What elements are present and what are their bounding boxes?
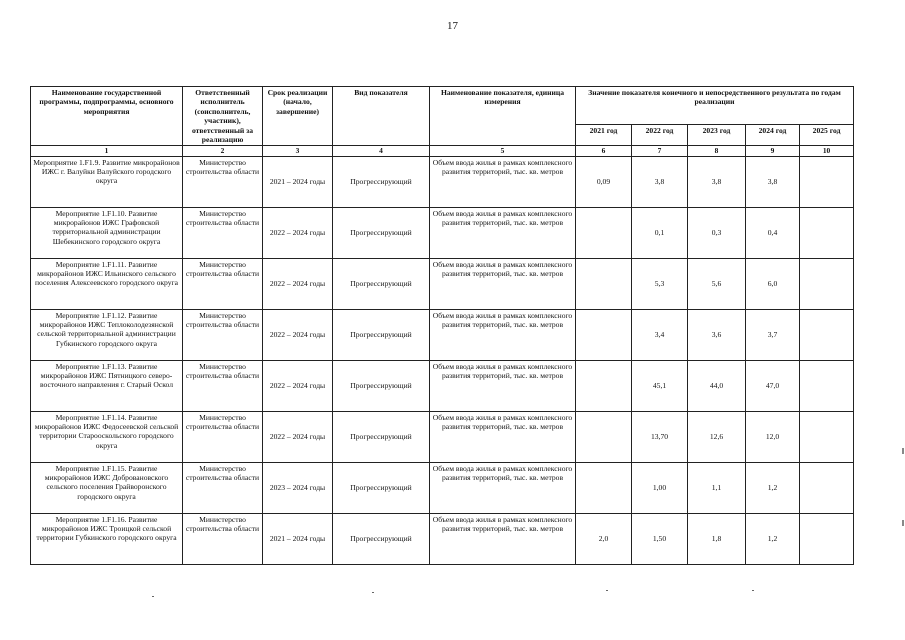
table-row <box>31 309 854 360</box>
table-row <box>31 207 854 258</box>
value-2021 <box>576 207 632 258</box>
indicator-name-cell: Объем ввода жилья в рамках комплексного развития территорий, тыс. кв. метров <box>430 360 576 411</box>
value-2023: 44,0 <box>688 360 746 411</box>
indicator-name-cell: Объем ввода жилья в рамках комплексного развития территорий, тыс. кв. метров <box>430 513 576 564</box>
table-header-row <box>31 87 854 125</box>
value-2023: 5,6 <box>688 258 746 309</box>
value-2024: 3,7 <box>746 309 800 360</box>
header-period: Срок реализации (начало, завершение) <box>263 87 333 146</box>
value-2025 <box>800 309 854 360</box>
value-2023: 1,1 <box>688 462 746 513</box>
header-year: 2023 год <box>688 124 746 146</box>
column-number: 5 <box>430 146 576 156</box>
value-2022: 1,00 <box>632 462 688 513</box>
table-row <box>31 156 854 207</box>
value-2024: 0,4 <box>746 207 800 258</box>
value-2025 <box>800 258 854 309</box>
value-2025 <box>800 513 854 564</box>
responsible-cell: Министерство строительства области <box>183 309 263 360</box>
value-2023: 1,8 <box>688 513 746 564</box>
column-numbers-row <box>31 146 854 156</box>
responsible-cell: Министерство строительства области <box>183 156 263 207</box>
value-2022: 3,4 <box>632 309 688 360</box>
responsible-cell: Министерство строительства области <box>183 207 263 258</box>
indicator-type-cell: Прогрессирующий <box>333 462 430 513</box>
table-row <box>31 513 854 564</box>
header-program: Наименование государственной программы, подпрограммы, основного мероприятия <box>31 87 183 146</box>
period-cell: 2022 – 2024 годы <box>263 258 333 309</box>
indicator-name-cell: Объем ввода жилья в рамках комплексного развития территорий, тыс. кв. метров <box>430 207 576 258</box>
program-cell: Мероприятие 1.F1.12. Развитие микрорайонов ИЖС Теплоколодезянской сельской территориальной администрации Губкинского городского округа <box>31 309 183 360</box>
scan-speck <box>372 592 374 593</box>
program-cell: Мероприятие 1.F1.15. Развитие микрорайонов ИЖС Добровановского сельского поселения Грайворонского городского округа <box>31 462 183 513</box>
header-year: 2025 год <box>800 124 854 146</box>
indicator-name-cell: Объем ввода жилья в рамках комплексного развития территорий, тыс. кв. метров <box>430 411 576 462</box>
indicator-type-cell: Прогрессирующий <box>333 207 430 258</box>
period-cell: 2022 – 2024 годы <box>263 207 333 258</box>
table-row <box>31 258 854 309</box>
value-2021: 0,09 <box>576 156 632 207</box>
scan-edge-mark <box>902 448 904 454</box>
program-cell: Мероприятие 1.F1.14. Развитие микрорайонов ИЖС Федосеевской сельской территории Старооскольского городского округа <box>31 411 183 462</box>
program-cell: Мероприятие 1.F1.9. Развитие микрорайонов ИЖС г. Валуйки Валуйского городского округа <box>31 156 183 207</box>
value-2021 <box>576 258 632 309</box>
value-2025 <box>800 360 854 411</box>
value-2021 <box>576 462 632 513</box>
indicator-name-cell: Объем ввода жилья в рамках комплексного развития территорий, тыс. кв. метров <box>430 258 576 309</box>
value-2024: 12,0 <box>746 411 800 462</box>
indicators-table <box>30 86 854 565</box>
responsible-cell: Министерство строительства области <box>183 411 263 462</box>
responsible-cell: Министерство строительства области <box>183 462 263 513</box>
value-2024: 3,8 <box>746 156 800 207</box>
indicator-name-cell: Объем ввода жилья в рамках комплексного развития территорий, тыс. кв. метров <box>430 462 576 513</box>
program-cell: Мероприятие 1.F1.11. Развитие микрорайонов ИЖС Ильинского сельского поселения Алексеевского городского округа <box>31 258 183 309</box>
period-cell: 2021 – 2024 годы <box>263 513 333 564</box>
page-number: 17 <box>447 20 458 32</box>
scan-edge-mark <box>902 520 904 526</box>
value-2024: 47,0 <box>746 360 800 411</box>
table-row <box>31 462 854 513</box>
value-2023: 3,6 <box>688 309 746 360</box>
header-year: 2022 год <box>632 124 688 146</box>
indicator-type-cell: Прогрессирующий <box>333 258 430 309</box>
responsible-cell: Министерство строительства области <box>183 258 263 309</box>
value-2021: 2,0 <box>576 513 632 564</box>
value-2021 <box>576 411 632 462</box>
column-number: 10 <box>800 146 854 156</box>
value-2022: 3,8 <box>632 156 688 207</box>
value-2025 <box>800 156 854 207</box>
value-2023: 3,8 <box>688 156 746 207</box>
header-responsible: Ответственный исполнитель (соисполнитель, участник), ответственный за реализацию <box>183 87 263 146</box>
column-number: 6 <box>576 146 632 156</box>
column-number: 9 <box>746 146 800 156</box>
value-2024: 1,2 <box>746 462 800 513</box>
period-cell: 2022 – 2024 годы <box>263 360 333 411</box>
header-year: 2021 год <box>576 124 632 146</box>
indicator-type-cell: Прогрессирующий <box>333 411 430 462</box>
value-2025 <box>800 411 854 462</box>
responsible-cell: Министерство строительства области <box>183 360 263 411</box>
indicator-name-cell: Объем ввода жилья в рамках комплексного развития территорий, тыс. кв. метров <box>430 156 576 207</box>
value-2022: 1,50 <box>632 513 688 564</box>
indicator-type-cell: Прогрессирующий <box>333 309 430 360</box>
header-indicator-name: Наименование показателя, единица измерения <box>430 87 576 146</box>
period-cell: 2022 – 2024 годы <box>263 309 333 360</box>
period-cell: 2022 – 2024 годы <box>263 411 333 462</box>
indicator-type-cell: Прогрессирующий <box>333 513 430 564</box>
column-number: 1 <box>31 146 183 156</box>
column-number: 4 <box>333 146 430 156</box>
value-2024: 1,2 <box>746 513 800 564</box>
scan-speck <box>752 590 754 591</box>
header-year: 2024 год <box>746 124 800 146</box>
header-values-group: Значение показателя конечного и непосредственного результата по годам реализации <box>576 87 854 125</box>
column-number: 7 <box>632 146 688 156</box>
value-2022: 5,3 <box>632 258 688 309</box>
indicator-name-cell: Объем ввода жилья в рамках комплексного развития территорий, тыс. кв. метров <box>430 309 576 360</box>
value-2025 <box>800 462 854 513</box>
value-2022: 45,1 <box>632 360 688 411</box>
indicator-type-cell: Прогрессирующий <box>333 156 430 207</box>
program-cell: Мероприятие 1.F1.10. Развитие микрорайонов ИЖС Графовской территориальной администрации Шебекинского городского округа <box>31 207 183 258</box>
value-2023: 0,3 <box>688 207 746 258</box>
table-row <box>31 411 854 462</box>
header-indicator-type: Вид показателя <box>333 87 430 146</box>
scan-speck <box>606 590 608 591</box>
period-cell: 2023 – 2024 годы <box>263 462 333 513</box>
column-number: 2 <box>183 146 263 156</box>
period-cell: 2021 – 2024 годы <box>263 156 333 207</box>
value-2025 <box>800 207 854 258</box>
program-cell: Мероприятие 1.F1.13. Развитие микрорайонов ИЖС Пятницкого северо-восточного направления г. Старый Оскол <box>31 360 183 411</box>
indicator-type-cell: Прогрессирующий <box>333 360 430 411</box>
scan-speck <box>152 596 154 597</box>
value-2022: 0,1 <box>632 207 688 258</box>
value-2022: 13,70 <box>632 411 688 462</box>
program-cell: Мероприятие 1.F1.16. Развитие микрорайонов ИЖС Троицкой сельской территории Губкинского городского округа <box>31 513 183 564</box>
table-row <box>31 360 854 411</box>
column-number: 3 <box>263 146 333 156</box>
column-number: 8 <box>688 146 746 156</box>
responsible-cell: Министерство строительства области <box>183 513 263 564</box>
value-2021 <box>576 360 632 411</box>
value-2021 <box>576 309 632 360</box>
value-2024: 6,0 <box>746 258 800 309</box>
value-2023: 12,6 <box>688 411 746 462</box>
